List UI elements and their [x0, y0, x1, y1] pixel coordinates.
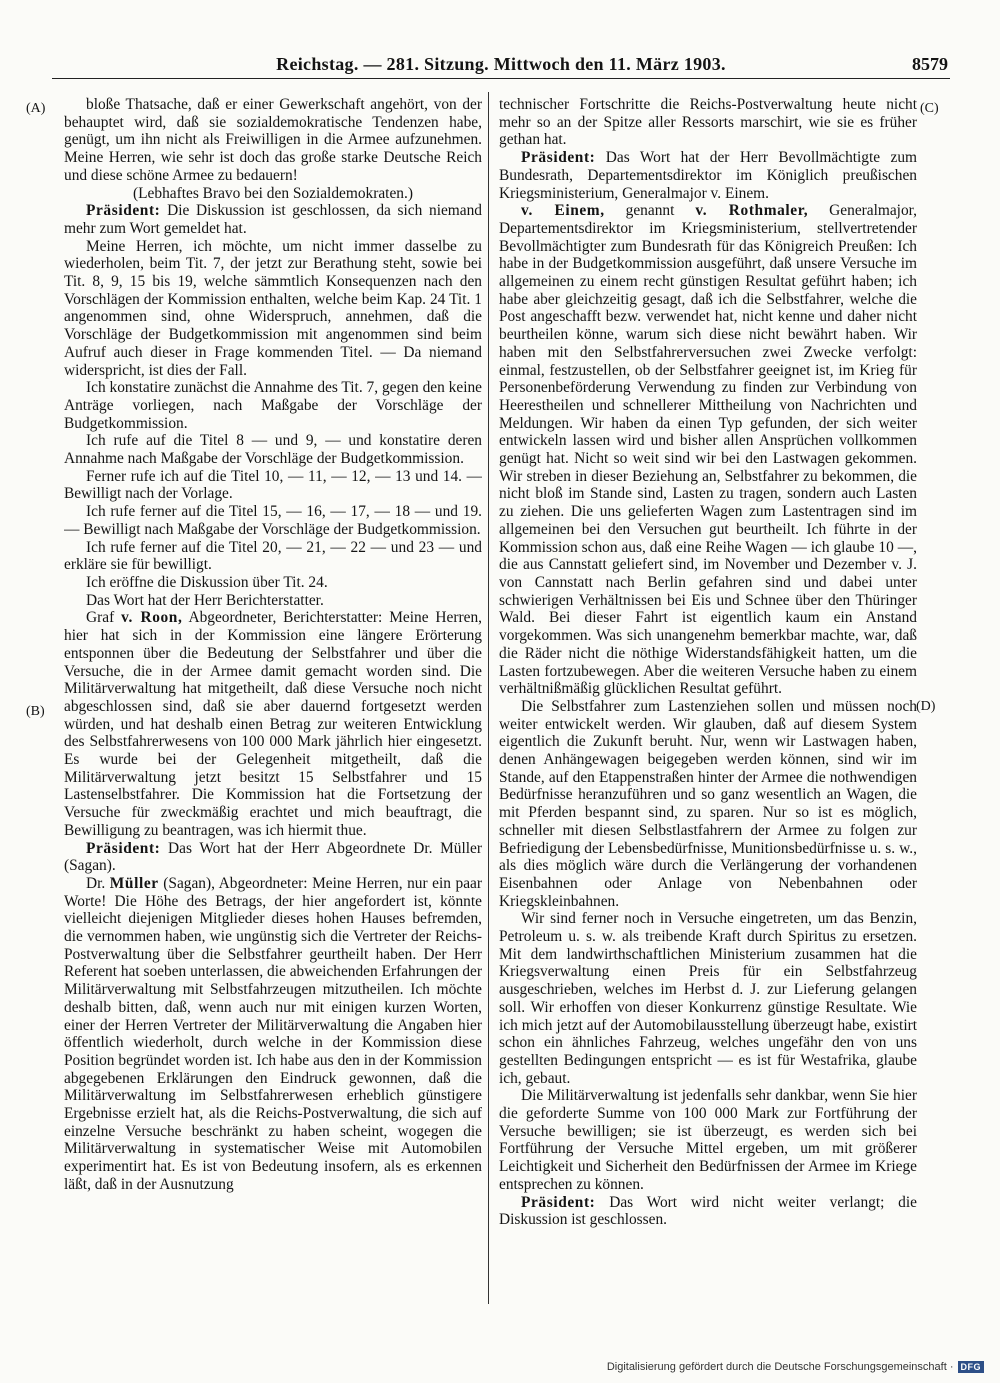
paragraph-text: Das Wort wird nicht weiter verlangt; die Diskussion ist geschlossen. — [499, 1193, 917, 1229]
margin-mark-d: (D) — [916, 699, 936, 714]
paragraph — [64, 238, 482, 380]
paragraph-text: Die Diskussion ist geschlossen, da sich niemand mehr zum Wort gemeldet hat. — [64, 202, 482, 237]
paragraph — [64, 592, 482, 610]
paragraph-text: Das Wort hat der Herr Berichterstatter. — [86, 591, 324, 609]
paragraph-text: Ich rufe ferner auf die Titel 15, — 16, — 17, — 18 — und 19. — Bewilligt nach Maßgabe der Vorschläge der Budgetkommission. — [64, 503, 482, 538]
paragraph-text: genannt — [604, 202, 696, 220]
paragraph-text: bloße Thatsache, daß er einer Gewerkschaft angehört, von der behauptet wird, daß sie sozialdemokratische Tendenzen habe, genügt, um ihn nicht als Freiwilligen in die Armee aufzunehmen. Meine Herren, wie sehr ist doch das große starke Deutsche Reich und diese schöne Armee zu bedauern! — [64, 96, 482, 184]
margin-mark-c: (C) — [920, 101, 939, 116]
speaker-name: Müller — [109, 874, 159, 892]
paragraph — [64, 840, 482, 875]
paragraph-text: Abgeordneter, Berichterstatter: Meine Herren, hier hat sich in der Kommission eine längere Erörterung entsponnen über die Bedeutung der Selbstfahrer und über die Versuche, die in der Armee damit gemacht worden sind. Die Militärverwaltung hat mitgetheilt, daß diese Versuche noch nicht abgeschlossen sind, daß sie aber dauernd fortgesetzt werden würden, und hat deshalb einen Betrag zur weiteren Entwicklung des Selbstfahrerwesens von 100 000 Mark jährlich hier eingesetzt. Es wurde bei der Gelegenheit mitgetheilt, daß die Militärverwaltung jetzt besitzt 15 Selbstfahrer und 15 Lastenselbstfahrer. Die Kommission hat die Fortsetzung der Versuche für zweckmäßig erachtet und mich beauftragt, die Bewilligung zu beantragen, was ich hiermit thue. — [64, 609, 482, 839]
speaker-name: Präsident: — [86, 202, 161, 220]
speaker-prefix: Graf — [86, 609, 122, 627]
margin-mark-a: (A) — [26, 101, 46, 116]
page-number: 8579 — [912, 54, 948, 74]
paragraph-text: Generalmajor, Departementsdirektor im Kriegsministerium, stellvertretender Bevollmächtigter zum Bundesrath für das Königreich Preußen: Ich habe in der Budgetkommission ausgeführt, daß unsere Versuche im allgemeinen zu einem recht günstigen Resultat geführt haben; ich habe aber gleichzeitig gesagt, daß ich die Selbstfahrer, welche die Post angeschafft bezw. verwendet hat, nicht kenne und daher nicht beurtheilen könne, warum sich diese nicht bewährt haben. Wir haben mit den Selbstfahrerversuchen zwei Zwecke verfolgt: einmal, festzustellen, ob der Selbstfahrer geeignet ist, im Krieg für Personenbeförderung Verwendung zu finden zur Verbindung von Heerestheilen und schnellerer Mittheilung von Nachrichten und Meldungen. Wir haben da einen Typ gefunden, der sich weiter entwickeln lassen wird und bisher allen Ansprüchen vollkommen genügt hat. Nicht so weit sind wir bei den Lastwagen gekommen. Wir streben in dieser Beziehung an, Selbstfahrer zu bekommen, die nicht bloß im Stande sind, Lasten zu tragen, sondern auch Lasten zu ziehen. Die uns gelieferten Wagen zum Lastentragen sind im allgemeinen bei den Versuchen gut beurtheilt. Ich führte in der Kommission schon aus, daß eine Reihe Wagen — ich glaube 10 —, die aus Cannstatt geliefert sind, im November und Dezember v. J. von Cannstatt nach Berlin gefahren sind und dabei unter schwierigen Verhältnissen bei Eis und Schnee über den Thüringer Wald. Bei dieser Fahrt ist eigentlich kaum ein Anstand vorgekommen. Was sich unangenehm bemerkbar machte, war, daß die Räder nicht die nöthige Widerstandsfähigkeit hatten, um die Lasten fortzubewegen. Aber die weiteren Versuche haben zu einem verhältnißmäßig glücklichen Resultat geführt. — [499, 202, 917, 698]
speaker-name: Präsident: — [86, 839, 161, 857]
paragraph-text: Ich konstatire zunächst die Annahme des Tit. 7, gegen den keine Anträge vorliegen, nach Maßgabe der Vorschläge der Budgetkommission. — [64, 379, 482, 432]
paragraph-text: technischer Fortschritte die Reichs-Postverwaltung heute nicht mehr so an der Spitze aller Ressorts marschirt, wie sie es früher gethan hat. — [499, 96, 917, 149]
paragraph-text: Wir sind ferner noch in Versuche eingetreten, um das Benzin, Petroleum u. s. w. als treibende Kraft durch Spiritus zu ersetzen. Mit dem landwirthschaftlichen Ministerium zusammen hat die Kriegsverwaltung einen Preis für ein Selbstfahrzeug ausgeschrieben, welches im Herbst d. J. zur Lieferung gelangen soll. Wir erhoffen von dieser Konkurrenz günstige Resultate. Wie ich mich jetzt auf der Automobilausstellung überzeugt habe, existirt schon ein ähnliches Fahrzeug, welches ungefähr den von uns gestellten Bedingungen entspricht — es ist für Westafrika, glaube ich, gebaut. — [499, 910, 917, 1087]
speaker-prefix: Dr. — [86, 874, 110, 892]
speaker-name: v. Rothmaler, — [695, 202, 809, 220]
paragraph-text: Ich rufe auf die Titel 8 — und 9, — und konstatire deren Annahme nach Maßgabe der Vorschläge der Budgetkommission. — [64, 432, 482, 468]
footer-credit: Digitalisierung gefördert durch die Deutsche Forschungsgemeinschaft · — [606, 1361, 954, 1373]
paragraph — [64, 432, 482, 467]
paragraph — [499, 910, 917, 1087]
paragraph — [64, 875, 482, 1194]
paragraph-text: (Lebhaftes Bravo bei den Sozialdemokraten.) — [133, 184, 413, 202]
paragraph-text: Die Selbstfahrer zum Lastenziehen sollen und müssen noch weiter entwickelt werden. Wir glauben, daß auf diesem System eigentlich die Zukunft beruht. Nur, wenn wir Lastwagen haben, denen Anhängewagen beigegeben werden können, sind wir im Stande, auf den Etappenstraßen hinter der Armee die nothwendigen Bedürfnisse heranzuführen und so ganz wesentlich an Wagen, die mit Pferden bespannt sind, zu sparen. Nur so ist es möglich, schneller mit diesen Selbstlastfahrern der Armee zu folgen zur Befriedigung der Lebensbedürfnisse, Munitionsbedürfnisse u. s. w., als dies möglich wäre durch die Verlängerung der vorhandenen Eisenbahnen oder Anlage von Nebenbahnen oder Kriegskleinbahnen. — [499, 697, 917, 910]
speaker-name: v. Einem, — [521, 202, 605, 220]
paragraph — [64, 185, 482, 203]
paragraph — [64, 539, 482, 574]
dfg-logo: DFG — [958, 1361, 985, 1373]
paragraph — [64, 503, 482, 538]
right-column — [499, 96, 917, 1311]
speaker-name: Präsident: — [521, 149, 596, 167]
paragraph — [499, 202, 917, 698]
paragraph — [499, 1194, 917, 1229]
paragraph-text: Die Militärverwaltung ist jedenfalls sehr dankbar, wenn Sie hier die geforderte Summe von 100 000 Mark zur Fortführung der Versuche bewilligen; sie ist überzeugt, es werden sich bei Fortführung der Versuche Mittel ergeben, um mit größerer Leichtigkeit und Sicherheit den Bedürfnissen der Armee im Kriege entsprechen zu können. — [499, 1087, 917, 1193]
paragraph-text: Das Wort hat der Herr Abgeordnete Dr. Müller (Sagan). — [64, 839, 482, 875]
paragraph-text: Meine Herren, ich möchte, um nicht immer dasselbe zu wiederholen, beim Tit. 7, der jetzt zur Berathung steht, sowie bei Tit. 8, 9, 15 bis 19, welche sämmtlich Konsequenzen nach den Vorschlägen der Kommission enthalten, welche beim Kap. 24 Tit. 1 angenommen sind, ohne Widerspruch, annehmen, daß die Vorschläge der Budgetkommission mit angenommen sind beim Aufruf auch dieser in Frage kommenden Titel. — Da niemand widerspricht, ist dies der Fall. — [64, 237, 482, 379]
paragraph — [499, 96, 917, 149]
footer — [607, 1361, 984, 1373]
paragraph-text: Ich eröffne die Diskussion über Tit. 24. — [86, 573, 328, 591]
paragraph — [499, 1087, 917, 1193]
paragraph — [64, 468, 482, 503]
running-header — [52, 50, 950, 79]
paragraph — [64, 574, 482, 592]
column-divider — [488, 92, 489, 1304]
speaker-name: v. Roon, — [121, 609, 183, 627]
paragraph-text: (Sagan), Abgeordneter: Meine Herren, nur ein paar Worte! Die Höhe des Betrags, der hier angefordert ist, könnte vielleicht diejenigen Mitglieder dieses hohen Hauses befremden, die vernommen haben, wie ungünstig sich die Vertreter der Reichs-Postverwaltung über die Selbstfahrer geurtheilt haben. Der Herr Referent hat soeben unterlassen, die abweichenden Erfahrungen der Militärverwaltung mit Selbstfahrzeugen mitzutheilen. Ich möchte deshalb bitten, daß, wenn auch nur mit einigen kurzen Worten, einer der Herren Vertreter der Militärverwaltung die Angaben hier öffentlich wiederholt, durch welche in der Kommission diese Position begründet worden ist. Ich habe aus den in der Kommission abgegebenen Erklärungen den Eindruck gewonnen, daß die Militärverwaltung im Selbstfahrerwesen erheblich günstigere Ergebnisse erzielt hat, als die Reichs-Postverwaltung, die sich auf einzelne Versuche beschränkt zu haben scheint, wogegen die Militärverwaltung in systematischer Weise mit Automobilen experimentirt hat. Es ist von Bedeutung insofern, als es erkennen läßt, daß in der Ausnutzung — [64, 874, 482, 1193]
paragraph-text: Ferner rufe ich auf die Titel 10, — 11, — 12, — 13 und 14. — Bewilligt nach der Vorlage. — [64, 467, 482, 503]
paragraph — [64, 202, 482, 237]
paragraph — [499, 149, 917, 202]
paragraph — [64, 379, 482, 432]
paragraph-text: Ich rufe ferner auf die Titel 20, — 21, — 22 — und 23 — und erkläre sie für bewilligt. — [64, 538, 482, 574]
paragraph — [64, 96, 482, 185]
left-column — [64, 96, 482, 1311]
paragraph-text: Das Wort hat der Herr Bevollmächtigte zum Bundesrath, Departementsdirektor im Königlich preußischen Kriegsministerium, Generalmajor v. Einem. — [499, 149, 917, 202]
paragraph — [499, 698, 917, 910]
running-title: Reichstag. — 281. Sitzung. Mittwoch den 11. März 1903. — [276, 54, 726, 74]
margin-mark-b: (B) — [26, 704, 45, 719]
speaker-name: Präsident: — [521, 1193, 596, 1211]
paragraph — [64, 609, 482, 839]
